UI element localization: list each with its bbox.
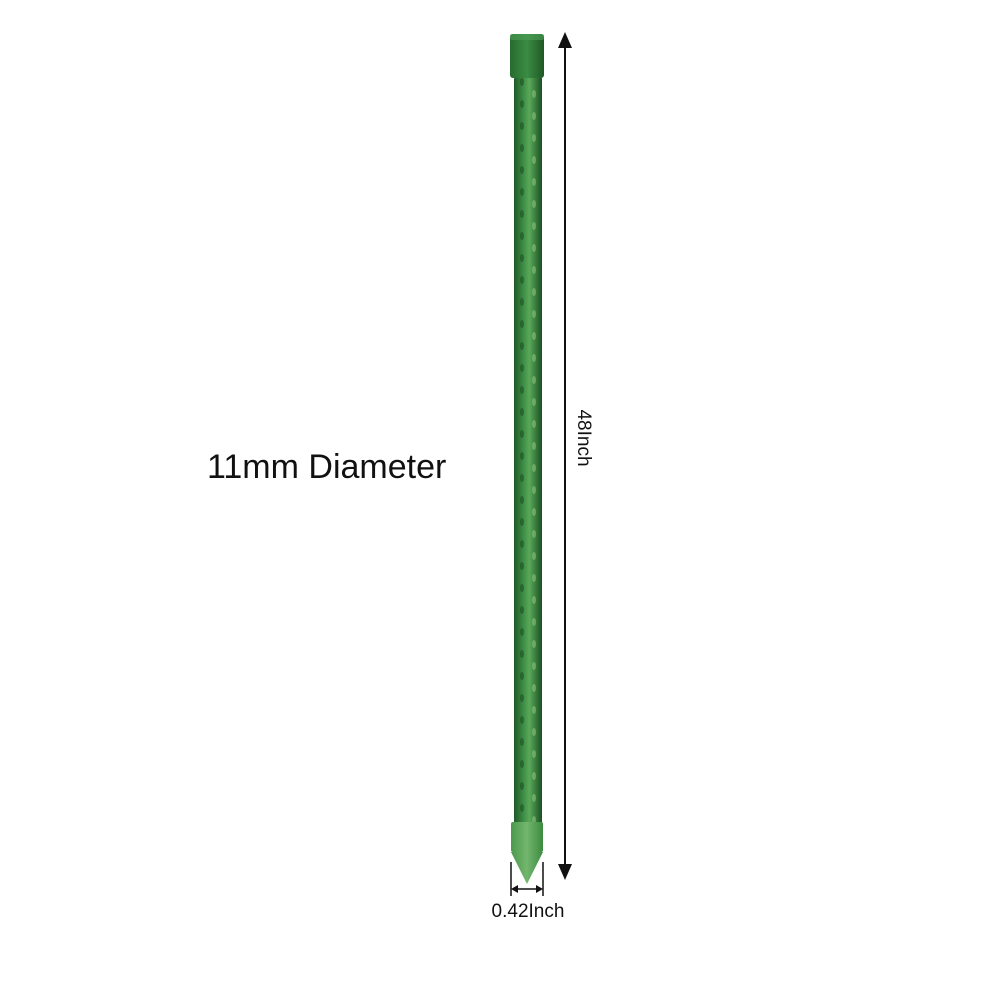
- stake-texture: [514, 76, 542, 828]
- length-label: 48Inch: [573, 409, 594, 467]
- stake-pointed-tip: [511, 852, 543, 884]
- width-label: 0.42Inch: [491, 901, 565, 922]
- stake-tip-sleeve: [511, 822, 543, 852]
- plant-stake: [510, 34, 544, 884]
- double-arrow-vertical-icon: [558, 32, 572, 880]
- diameter-label: 11mm Diameter: [207, 448, 447, 486]
- stake-top-cap: [510, 34, 544, 78]
